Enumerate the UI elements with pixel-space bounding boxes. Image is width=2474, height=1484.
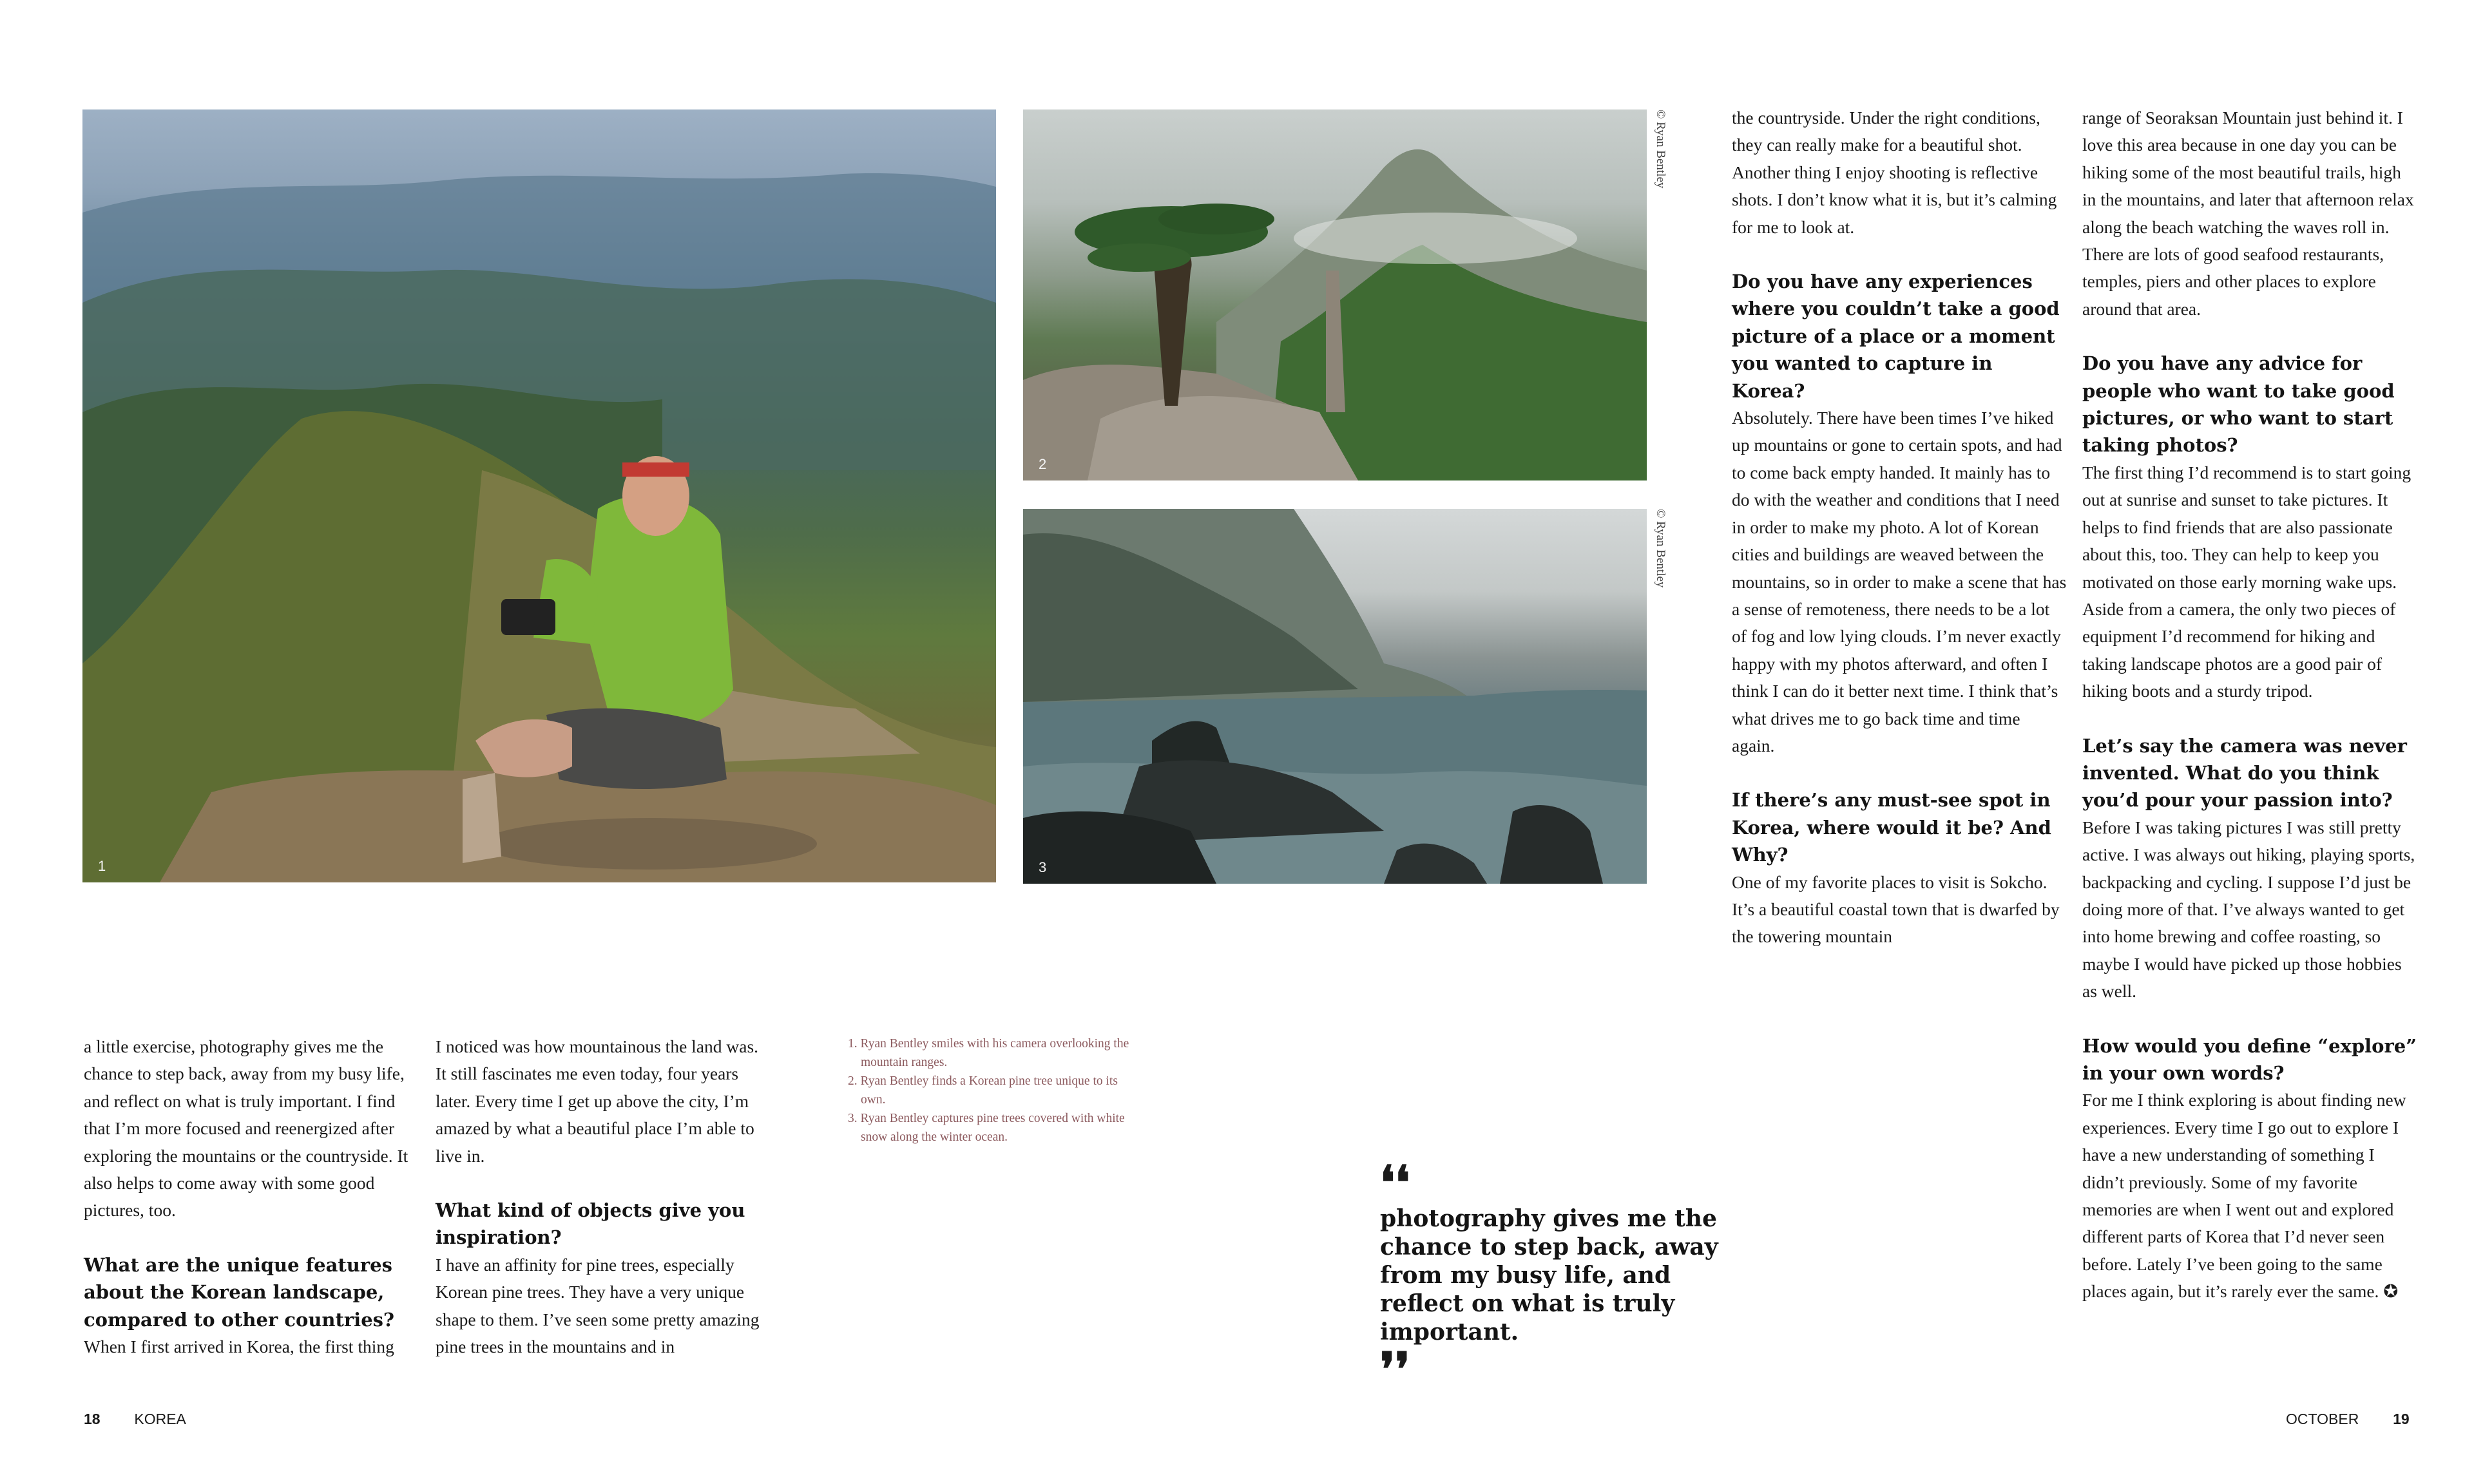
article-column-3 [1732,104,2067,951]
photo-credit: © Ryan Bentley [1654,509,1667,588]
section-name: KOREA [134,1411,186,1427]
coast-photo-illustration [1023,509,1647,884]
open-quote-icon: ❛❛ [1380,1155,1410,1210]
body-paragraph: the countryside. Under the right conditions, they can really make for a beautiful shot. Another thing I enjoy shooting is reflective shots. I don’t know what it is, but it’s calming for me to look at. [1732,108,2057,237]
interview-question: What kind of objects give you inspiration? [436,1199,745,1249]
photo-credit: © Ryan Bentley [1654,109,1667,189]
article-column-2 [436,1033,771,1360]
body-paragraph: One of my favorite places to visit is Sokcho. It’s a beautiful coastal town that is dwarfed by the towering mountain [1732,871,2060,947]
interview-question: Let’s say the camera was never invented. What do you think you’d pour your passion into? [2082,734,2407,812]
caption-item: 1. Ryan Bentley smiles with his camera overlooking the mountain ranges. [848,1037,1129,1069]
interview-question: How would you define “explore” in your own words? [2082,1034,2417,1084]
photo-captions [848,1034,1131,1146]
body-paragraph: I noticed was how mountainous the land was. It still fascinates me even today, four years later. Every time I get up above the city, I’m amazed by what a beautiful place I’m able to live in. [436,1036,759,1166]
pine-tree-photo-illustration [1023,109,1647,480]
left-folio [84,1411,186,1428]
caption-item: 2. Ryan Bentley finds a Korean pine tree unique to its own. [848,1074,1118,1107]
body-paragraph: I have an affinity for pine trees, especially Korean pine trees. They have a very unique shape to them. I’ve seen some pretty amazing pine trees in the mountains and in [436,1254,760,1357]
interview-question: What are the unique features about the Korean landscape, compared to other countries? [84,1253,394,1331]
body-paragraph: When I first arrived in Korea, the first thing [84,1337,394,1357]
coast-photo [1023,509,1647,884]
body-paragraph: Before I was taking pictures I was still pretty active. I was always out hiking, playing sports, backpacking and cycling. I suppose I’d just be doing more of that. I’ve always wanted to get into home brewing and coffee roasting, so maybe I would have picked up those hobbies as well. [2082,817,2415,1002]
body-paragraph: a little exercise, photography gives me the chance to step back, away from my busy life, and reflect on what is truly important. I find that I’m more focused and reenergized after exploring the mountains or the countryside. It also helps to come away with some good pictures, too. [84,1036,408,1221]
body-paragraph: For me I think exploring is about finding new experiences. Every time I go out to explore I have a new understanding of something I didn’t previously. Some of my favorite memories are when I went out and explored different parts of Korea that I’d never seen before. Lately I’ve been going to the same places again, but it’s rarely ever the same. ✪ [2082,1090,2406,1302]
page-number: 19 [2393,1411,2410,1427]
photo-number: 3 [1039,859,1047,875]
interview-question: If there’s any must-see spot in Korea, where would it be? And Why? [1732,789,2051,866]
caption-item: 3. Ryan Bentley captures pine trees covered with white snow along the winter ocean. [848,1112,1125,1144]
body-paragraph: Absolutely. There have been times I’ve hiked up mountains or gone to certain spots, and had to come back empty handed. It mainly has to do with the weather and conditions that I need in order to make my photo. A lot of Korean cities and buildings are weaved between the mountains, so in order to make a scene that has a sense of remoteness, there needs to be a lot of fog and low lying clouds. I’m never exactly happy with my photos afterward, and often I think I can do it better next time. I think that’s what drives me to go back time and time again. [1732,408,2067,756]
body-paragraph: The first thing I’d recommend is to start going out at sunrise and sunset to take pictures. It helps to find friends that are also passionate about this, too. They can help to keep you motivated on those early morning wake ups. Aside from a camera, the only two pieces of equipment I’d recommend for hiking and taking landscape photos are a good pair of hiking boots and a sturdy tripod. [2082,462,2412,701]
pull-quote-text: photography gives me the chance to step back, away from my busy life, and reflect on what is truly important. [1380,1205,1718,1346]
article-column-4 [2082,104,2417,1306]
interview-question: Do you have any experiences where you couldn’t take a good picture of a place or a moment you wanted to capture in Korea? [1732,271,2060,402]
section-name: OCTOBER [2286,1411,2359,1427]
body-paragraph: range of Seoraksan Mountain just behind it. I love this area because in one day you can be hiking some of the most beautiful trails, high in the mountains, and later that afternoon relax along the beach watching the waves roll in. There are lots of good seafood restaurants, temples, piers and other places to explore around that area. [2082,108,2414,319]
hiker-photo [82,109,996,882]
close-quote-icon: ❜❜ [1380,1342,1410,1396]
pull-quote [1380,1155,1741,1396]
page-number: 18 [84,1411,101,1427]
article-column-1 [84,1033,419,1360]
photo-number: 2 [1039,456,1047,472]
photo-number: 1 [98,858,106,874]
pine-tree-photo [1023,109,1647,480]
right-folio [2286,1411,2410,1428]
interview-question: Do you have any advice for people who want to take good pictures, or who want to start taking photos? [2082,352,2395,457]
hiker-photo-illustration [82,109,996,882]
